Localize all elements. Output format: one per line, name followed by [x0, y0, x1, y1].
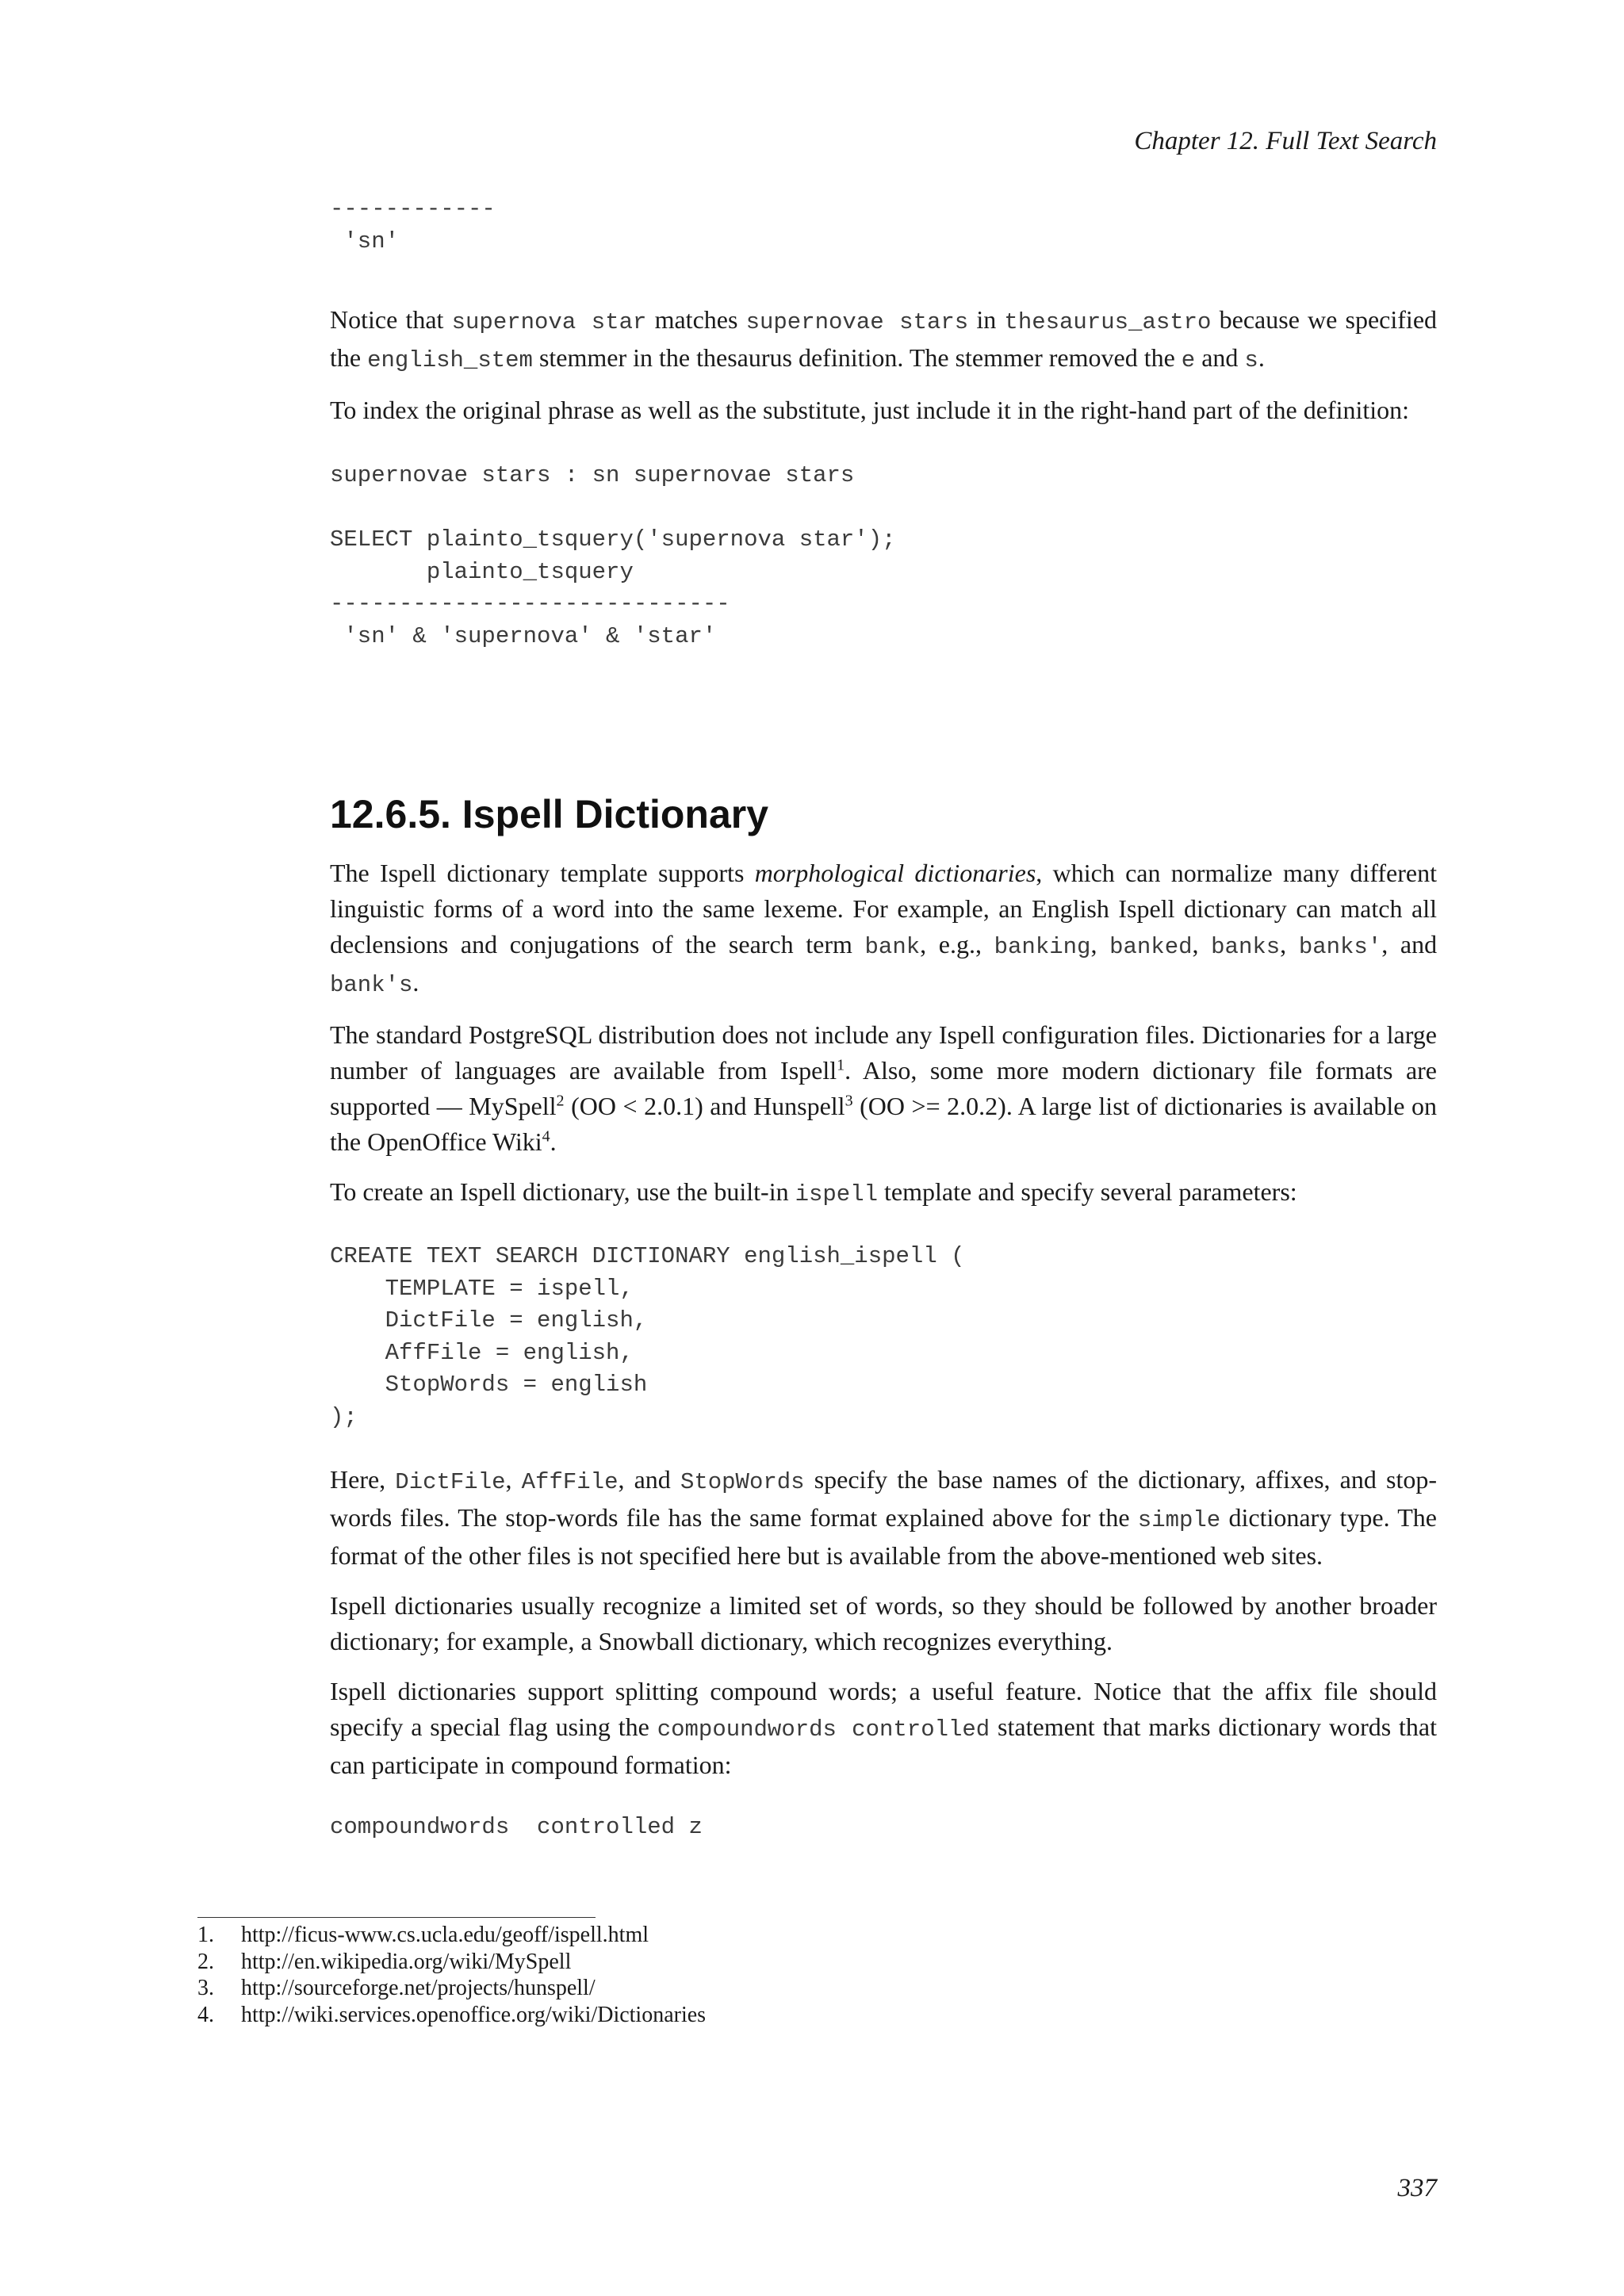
footnote-number: 2.	[197, 1949, 214, 1974]
code-block-create-dictionary: CREATE TEXT SEARCH DICTIONARY english_ispell ( TEMPLATE = ispell, DictFile = english, AffFile = english, StopWords = english );	[330, 1243, 965, 1430]
inline-code: banked	[1109, 934, 1193, 960]
inline-code: supernova star	[451, 309, 647, 335]
inline-code: AffFile	[521, 1469, 619, 1495]
text: (OO >= 2.0.2). A large list of dictionaries is available on the OpenOffice Wiki	[330, 1092, 1438, 1156]
page-number: 337	[1397, 2174, 1437, 2202]
footnote-number: 4.	[197, 2002, 214, 2027]
paragraph-standard-distribution	[330, 1017, 1437, 1160]
footnote-link[interactable]: http://ficus-www.cs.ucla.edu/geoff/ispell.html	[241, 1923, 649, 1947]
result-value: 'sn'	[330, 228, 400, 254]
inline-code: simple	[1137, 1507, 1221, 1533]
footnote-number: 3.	[197, 1976, 214, 2000]
text: The Ispell dictionary template supports	[330, 859, 755, 887]
inline-code: s	[1244, 347, 1258, 373]
paragraph-notice	[330, 302, 1437, 378]
footnote-divider	[197, 1917, 596, 1918]
text: To create an Ispell dictionary, use the built-in	[330, 1177, 795, 1206]
text: Notice that	[330, 305, 452, 334]
inline-code: compoundwords controlled	[657, 1716, 990, 1743]
footnote-ref-2[interactable]: 2	[556, 1092, 565, 1110]
text: , e.g.,	[920, 930, 994, 959]
inline-code: banks	[1211, 934, 1281, 960]
text: statement that marks dictionary words that can participate in compound formation:	[330, 1712, 1438, 1779]
text: Ispell dictionaries support splitting compound words; a useful feature. Notice that the affix file should specify a special flag using the	[330, 1677, 1437, 1741]
text: , which can normalize many different linguistic forms of a word into the same lexeme. For example, an English Ispell dictionary can match all declensions and conjugations of the search term	[330, 859, 1437, 959]
text: ,	[1090, 930, 1110, 959]
text: .	[1258, 343, 1265, 372]
text: , and	[1381, 930, 1438, 959]
inline-code: StopWords	[680, 1469, 805, 1495]
text: dictionary type. The format of the other files is not specified here but is available from the above-mentioned web sites.	[330, 1503, 1438, 1570]
paragraph-create	[330, 1174, 1437, 1212]
text: ,	[1280, 930, 1299, 959]
footnote-item	[197, 2002, 706, 2029]
text: ,	[505, 1465, 522, 1494]
text: matches	[646, 305, 746, 334]
inline-code: thesaurus_astro	[1004, 309, 1212, 335]
text: , and	[618, 1465, 680, 1494]
inline-code: english_stem	[367, 347, 533, 373]
running-header: Chapter 12. Full Text Search	[1134, 127, 1437, 155]
paragraph-intro	[330, 855, 1437, 1003]
text: Here,	[330, 1465, 396, 1494]
code-block-compound: compoundwords controlled z	[330, 1814, 703, 1840]
footnote-item	[197, 1922, 706, 1949]
paragraph-compound	[330, 1674, 1437, 1783]
text: The standard PostgreSQL distribution does not include any Ispell configuration files. Dictionaries for a large number of languages are available from Ispell	[330, 1020, 1437, 1085]
inline-code: bank	[864, 934, 921, 960]
footnote-item	[197, 1975, 706, 2002]
text: because we specified the	[330, 305, 1438, 372]
text: .	[550, 1127, 557, 1156]
emphasis: morphological dictionaries	[754, 859, 1036, 887]
paragraph-index: To index the original phrase as well as the substitute, just include it in the right-hand part of the definition:	[330, 396, 1410, 424]
inline-code: banks'	[1298, 934, 1382, 960]
inline-code: supernovae stars	[745, 309, 969, 335]
paragraph-recognize: Ispell dictionaries usually recognize a limited set of words, so they should be followed by another broader dictionary; for example, a Snowball dictionary, which recognizes everything.	[330, 1591, 1437, 1655]
footnote-link[interactable]: http://en.wikipedia.org/wiki/MySpell	[241, 1949, 572, 1974]
text: and	[1195, 343, 1245, 372]
footnote-link[interactable]: http://wiki.services.openoffice.org/wiki/Dictionaries	[241, 2002, 707, 2027]
footnote-item	[197, 1949, 706, 1976]
inline-code: banking	[994, 934, 1091, 960]
text: specify the base names of the dictionary, affixes, and stop-words files. The stop-words file has the same format explained above for the	[330, 1465, 1438, 1532]
text: .	[412, 968, 419, 997]
footnote-ref-1[interactable]: 1	[837, 1056, 845, 1074]
text: in	[968, 305, 1005, 334]
text: stemmer in the thesaurus definition. The stemmer removed the	[532, 343, 1182, 372]
text: template and specify several parameters:	[878, 1177, 1297, 1206]
footnotes-list	[197, 1922, 706, 2028]
inline-code: e	[1181, 347, 1196, 373]
text: ,	[1192, 930, 1212, 959]
code-block-thesaurus: supernovae stars : sn supernovae stars SELECT plainto_tsquery('supernova star'); plainto_tsquery ----------------------------- 'sn' & 'supernova' & 'star'	[330, 462, 896, 649]
footnote-ref-3[interactable]: 3	[845, 1092, 853, 1110]
footnote-number: 1.	[197, 1923, 214, 1947]
inline-code: ispell	[795, 1181, 879, 1207]
footnote-link[interactable]: http://sourceforge.net/projects/hunspell/	[241, 1976, 596, 2000]
text: . Also, some more modern dictionary file formats are supported — MySpell	[330, 1056, 1438, 1120]
footnote-ref-4[interactable]: 4	[542, 1127, 550, 1146]
code-block-result	[330, 193, 1437, 258]
page-content	[330, 193, 1437, 1844]
inline-code: DictFile	[395, 1469, 506, 1495]
result-rule: ------------	[330, 196, 496, 222]
text: (OO < 2.0.1) and Hunspell	[564, 1092, 845, 1120]
section-heading: 12.6.5. Ispell Dictionary	[330, 792, 769, 836]
inline-code: bank's	[330, 972, 413, 998]
paragraph-here	[330, 1462, 1437, 1574]
